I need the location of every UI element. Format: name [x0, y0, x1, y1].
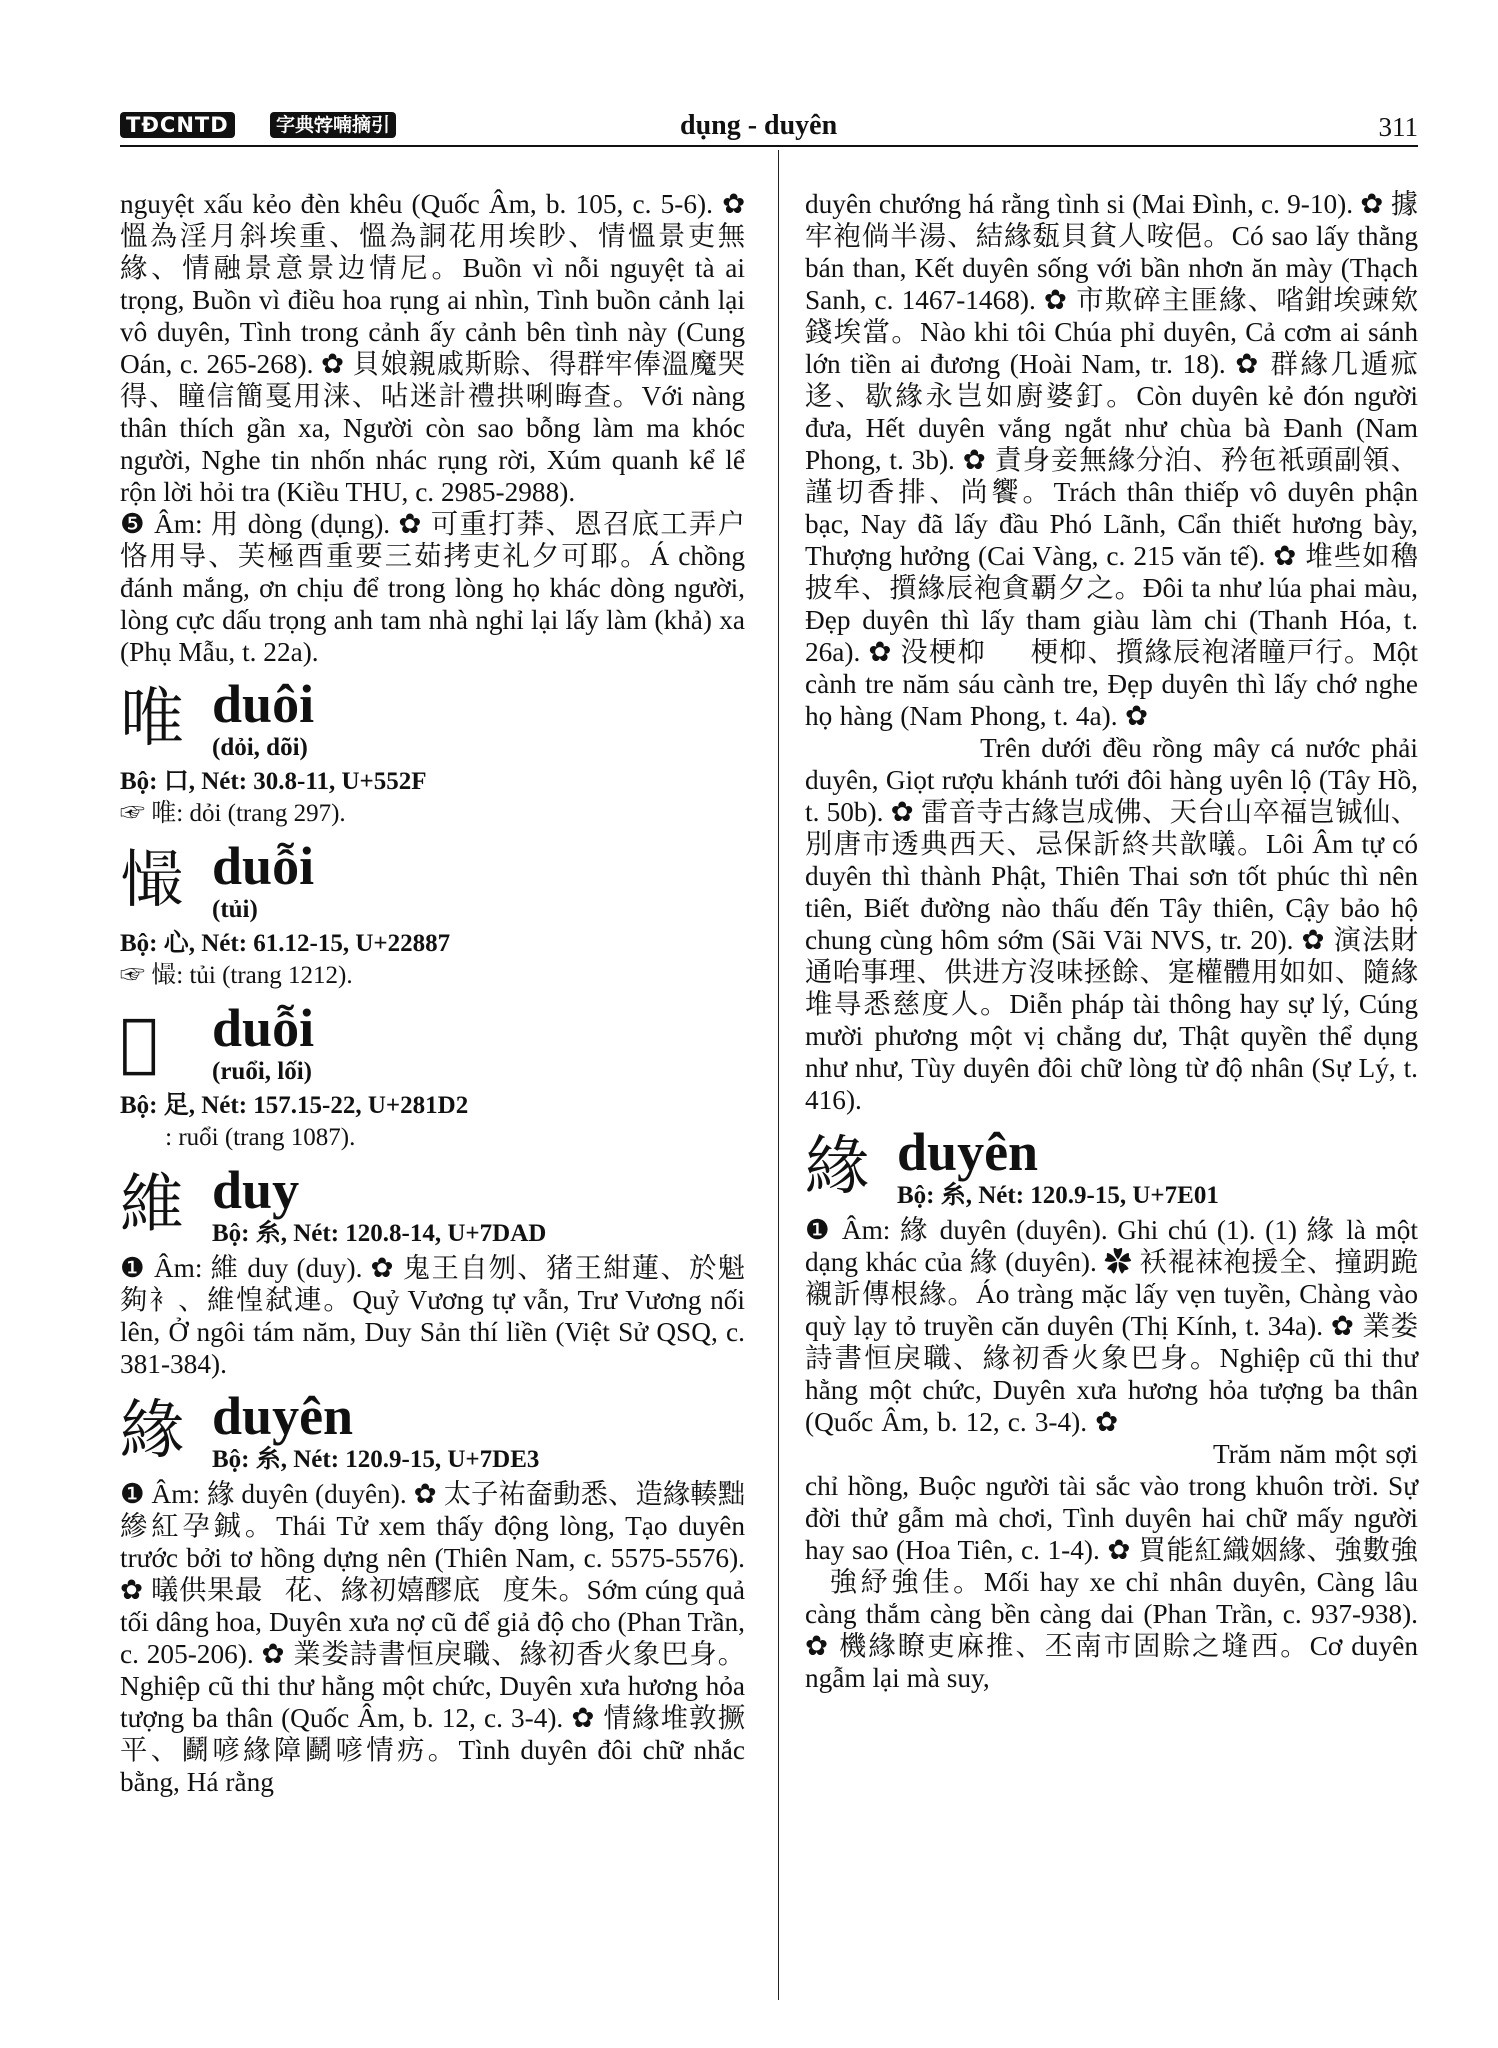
entry-variants: (dỏi, dõi): [212, 734, 308, 761]
sense-5-paragraph: ❺ Âm: 用 dòng (dụng). ✿ 可重打莽、恩召底工弄户恪用导、芙極酉重要三茹拷吏礼夕可耶。Á chồng đánh mắng, ơn chịu để trong lòng họ khác dòng người, lòng cực dấu trọng anh tam nhà nghỉ lại lấy làm (khả) xa (Phụ Mẫu, t. 22a).: [120, 509, 745, 667]
header-rule: [120, 145, 1418, 147]
entry-duyen-2: [805, 1124, 1418, 1694]
entry-head: [805, 1124, 1418, 1214]
continued-paragraph: nguyệt xấu kẻo đèn khêu (Quốc Âm, b. 105, c. 5-6). ✿ 慍為淫月斜埃重、慍為詷花用埃眇、情慍景吏無緣、情融景意景边情尼。Buồn vì nỗi nguyệt tà ai trọng, Buồn vì điều hoa rụng ai nhìn, Tình buồn cảnh lại vô duyên, Tình trong cảnh ấy cảnh bên tình này (Cung Oán, c. 265-268). ✿ 貝娘親戚斯賒、得群牢俸溫魔哭得、瞳信簡戛用涞、呫迷計禮拱唎晦查。Với nàng thân thích gần xa, Người còn sao bỗng làm ma khóc người, Nghe tin nhốn nhác rụng rời, Xúm quanh kể lể rộn lời hỏi tra (Kiều THU, c. 2985-2988).: [120, 189, 745, 507]
dictionary-nom-logo: 字典𡨸喃摘引: [270, 112, 396, 138]
entry-reference: ☞ 𢢇: tủi (trang 1212).: [120, 962, 353, 989]
entry-head: [120, 1388, 745, 1478]
entry-head: [120, 838, 745, 928]
entry-body: ❶ Âm: 緣 duyên (duyên). ✿ 太子祐奤動悉、造緣輳黜縿紅孕鋮。Thái Tử xem thấy động lòng, Tạo duyên trước bởi tơ hồng dựng nên (Thiên Nam, c. 5575-5576). ✿ 㬢供果最𨄹花、緣初嬉醪底𦘧度朱。Sớm cúng quả tối dâng hoa, Duyên xưa nợ cũ để giả độ cho (Phan Trần, c. 205-206). ✿ 業娄詩書恒戾職、緣初香火象巴身。Nghiệp cũ thi thư hằng một chức, Duyên xưa hương hỏa tượng ba thân (Quốc Âm, b. 12, c. 3-4). ✿ 情緣堆敦撅平、鬬喭緣障鬬喭情疓。Tình duyên đôi chữ nhắc bằng, Há rằng: [120, 1479, 745, 1797]
entry-reference: ☞ 唯: dỏi (trang 297).: [120, 800, 346, 827]
entry-reference: ☞ 𨇒: ruổi (trang 1087).: [120, 1124, 356, 1151]
entry-meta: Bộ: 口, Nét: 30.8-11, U+552F: [120, 768, 427, 795]
entry-headword: duỗi: [212, 998, 315, 1058]
entry-body: ❶ Âm: 維 duy (duy). ✿ 鬼王自刎、猪王紺蓮、於魁夠衤、維惶弑連。Quỷ Vương tự vẫn, Trư Vương nối lên, Ở ngôi tám năm, Duy Sản thí liền (Việt Sử QSQ, c. 381-384).: [120, 1253, 745, 1379]
entry-character: 維: [120, 1168, 184, 1242]
entry-variants: (ruổi, lối): [212, 1058, 312, 1085]
entry-headword: duyên: [897, 1122, 1039, 1182]
entry-duoi: [120, 676, 745, 830]
entry-headword: duyên: [212, 1386, 354, 1446]
entry-variants: (tủi): [212, 896, 258, 923]
entry-character: 緣: [120, 1394, 184, 1468]
entry-headword: duỗi: [212, 836, 315, 896]
entry-duy: [120, 1162, 745, 1380]
entry-meta: Bộ: 糸, Nét: 120.9-15, U+7E01: [897, 1182, 1219, 1209]
entry-duyen: [120, 1388, 745, 1798]
entry-head: [120, 1162, 745, 1252]
column-divider: [778, 150, 779, 2000]
entry-headword: duôi: [212, 674, 315, 734]
entry-character: 緣: [805, 1130, 869, 1204]
dictionary-logo: TĐCNTD: [120, 112, 235, 138]
entry-meta: Bộ: 糸, Nét: 120.8-14, U+7DAD: [212, 1220, 547, 1247]
page-header: [120, 108, 1418, 148]
right-column: [805, 188, 1418, 1694]
left-column: [120, 188, 745, 1798]
entry-head: [120, 1000, 745, 1090]
entry-duoi-3: [120, 1000, 745, 1154]
entry-head: [120, 676, 745, 766]
entry-character: 𢢇: [120, 844, 184, 918]
entry-meta: Bộ: 心, Nét: 61.12-15, U+22887: [120, 930, 451, 957]
entry-meta: Bộ: 足, Nét: 157.15-22, U+281D2: [120, 1092, 469, 1119]
entry-duoi-2: [120, 838, 745, 992]
entry-body: ❶ Âm: 緣 duyên (duyên). Ghi chú (1). (1) 緣 là một dạng khác của 緣 (duyên). ✿ 袄裩袜袍援全、撞跀跪襯訢傳根緣。Áo tràng mặc lấy vẹn tuyền, Chàng vào quỳ lạy tỏ truyền căn duyên (Thị Kính, t. 34a). ✿ 業娄詩書恒戾職、緣初香火象巴身。Nghiệp cũ thi thư hằng một chức, Duyên xưa hương hỏa tượng ba thân (Quốc Âm, b. 12, c. 3-4). ✿ 𢆥𦤾沒紅織紅纆䏧才色䏧䘛困丕。事𢧚此𠁀㕵𨔈、情緣仁㝵尒得能㝵。Trăm năm một sợi chỉ hồng, Buộc người tài sắc vào trong khuôn trời. Sự đời thử gẫm mà chơi, Tình duyên hai chữ mấy người hay sao (Hoa Tiên, c. 1-4). ✿ 買能紅織姻緣、強數強𦛌強紓強佳。Mối hay xe chỉ nhân duyên, Càng lâu càng thắm càng bền càng dai (Phan Trần, c. 937-938). ✿ 機緣瞭吏麻推、丕南市固賒之塳西。Cơ duyên ngẫm lại mà suy,: [805, 1215, 1418, 1693]
entry-character: 𨇒: [120, 1006, 159, 1080]
continued-paragraph: duyên chướng há rằng tình si (Mai Đình, c. 9-10). ✿ 據牢袍倘半湯、結緣瓾貝貧人咹俋。Có sao lấy thằng bán than, Kết duyên sống với bần nhơn ăn mày (Thạch Sanh, c. 1467-1468). ✿ 市欺碎主匪緣、㗂鉗埃䜹欸錢埃當。Nào khi tôi Chúa phỉ duyên, Cả cơm ai sánh lớn tiền ai đương (Hoài Nam, tr. 18). ✿ 群緣几遁㽿迻、歇緣永岂如廚婆釘。Còn duyên kẻ đón người đưa, Hết duyên vắng ngắt như chùa bà Đanh (Nam Phong, t. 3b). ✿ 責身妾無緣分泊、矜㐌衹頭副領、謹切香排、尚饗。Trách thân thiếp vô duyên phận bạc, Nay đã lấy đầu Phó Lãnh, Cẩn thiết hương bày, Thượng hưởng (Cai Vàng, c. 215 văn tế). ✿ 堆些如穭披牟、㩫緣辰袍貪覇夕之。Đôi ta như lúa phai màu, Đẹp duyên thì lấy tham giàu làm chi (Thanh Hóa, t. 26a). ✿ 没梗枊𦓿𣘃梗枊、㩫緣辰袍渚瞳戸行。Một cành tre năm sáu cành tre, Đẹp duyên thì lấy chớ nghe họ hàng (Nam Phong, t. 4a). ✿ 𨕭𠁑調𧍰䝼躲渃沛緣、渀醽慶洒隊行鴛鷺。Trên dưới đều rồng mây cá nước phải duyên, Giọt rượu khánh tưới đôi hàng uyên lộ (Tây Hồ, t. 50b). ✿ 雷音寺古緣岂成佛、天台山卒福岂铖仙、別唐市透典西天、忌保訢終共歆㬢。Lôi Âm tự có duyên thì thành Phật, Thiên Thai sơn tốt phúc thì nên tiên, Biết đường nào thấu đến Tây thiên, Cậy bảo hộ chung cùng hôm sớm (Sãi Vãi NVS, tr. 20). ✿ 演法財通咍事理、供进方沒味拯餘、寔權體用如如、隨緣堆㝵悉慈度人。Diễn pháp tài thông hay sự lý, Cúng mười phương một vị chẳng dư, Thật quyền thể dụng như như, Tùy duyên đôi chữ lòng từ độ nhân (Sự Lý, t. 416).: [805, 189, 1418, 1115]
page-number: 311: [1378, 112, 1418, 142]
entry-meta: Bộ: 糸, Nét: 120.9-15, U+7DE3: [212, 1446, 540, 1473]
entry-headword: duy: [212, 1160, 300, 1220]
running-title: dụng - duyên: [680, 110, 838, 141]
entry-character: 唯: [120, 682, 184, 756]
